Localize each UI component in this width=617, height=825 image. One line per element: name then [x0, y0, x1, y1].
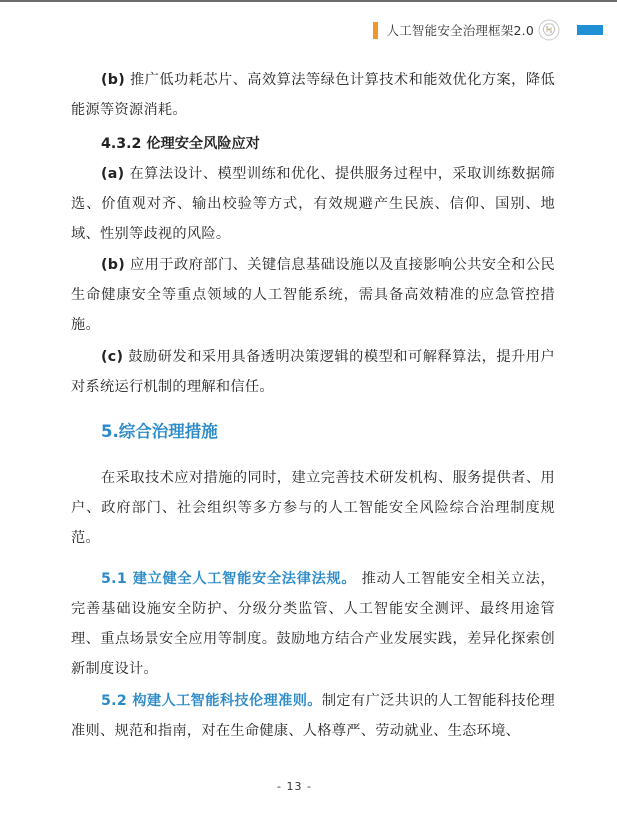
paragraph-text: 鼓励研发和采用具备透明决策逻辑的模型和可解释算法，提升用户对系统运行机制的理解和信任。 — [71, 349, 555, 395]
item-label: (b) — [101, 257, 126, 273]
item-label: (a) — [101, 166, 125, 182]
item-label: (c) — [101, 349, 124, 365]
paragraph-b-energy — [71, 65, 555, 125]
paragraph-b-emergency — [71, 250, 555, 340]
paragraph-c-explainable — [71, 342, 555, 402]
paragraph-text: 制定有广泛共识的人工智能科技伦理准则、规范和指南，对在生命健康、人格尊严、劳动就业、生态环境、 — [71, 693, 555, 739]
top-rule — [0, 0, 617, 2]
page-number-text: - 13 - — [277, 780, 312, 793]
brain-circuit-icon — [537, 18, 561, 42]
paragraph-text: 推广低功耗芯片、高效算法等绿色计算技术和能效优化方案，降低能源等资源消耗。 — [71, 72, 555, 118]
page-number — [0, 780, 617, 793]
paragraph-5-1 — [71, 564, 555, 684]
inline-heading-5-2: 5.2 构建人工智能科技伦理准则。 — [101, 693, 322, 709]
section-heading-5: 5.综合治理措施 — [101, 422, 218, 441]
paragraph-text: 推动人工智能安全相关立法，完善基础设施安全防护、分级分类监管、人工智能安全测评、最终用途管理、重点场景安全应用等制度。鼓励地方结合产业发展实践，差异化探索创新制度设计。 — [71, 571, 555, 677]
header-accent-block — [577, 25, 603, 35]
header-accent-bar — [373, 22, 378, 39]
subsection-heading-4-3-2: 4.3.2 伦理安全风险应对 — [101, 136, 260, 152]
paragraph-intro: 在采取技术应对措施的同时，建立完善技术研发机构、服务提供者、用户、政府部门、社会组织等多方参与的人工智能安全风险综合治理制度规范。 — [71, 470, 555, 546]
running-header — [373, 18, 561, 42]
header-title: 人工智能安全治理框架2.0 — [386, 23, 534, 38]
item-label: (b) — [101, 72, 126, 88]
inline-heading-5-1: 5.1 建立健全人工智能安全法律法规。 — [101, 571, 357, 587]
paragraph-text: 应用于政府部门、关键信息基础设施以及直接影响公共安全和公民生命健康安全等重点领域的人工智能系统，需具备高效精准的应急管控措施。 — [71, 257, 555, 333]
paragraph-a-algorithm — [71, 159, 555, 249]
paragraph-5-2 — [71, 686, 555, 746]
paragraph-text: 在算法设计、模型训练和优化、提供服务过程中，采取训练数据筛选、价值观对齐、输出校验等方式，有效规避产生民族、信仰、国别、地域、性别等歧视的风险。 — [71, 166, 555, 242]
